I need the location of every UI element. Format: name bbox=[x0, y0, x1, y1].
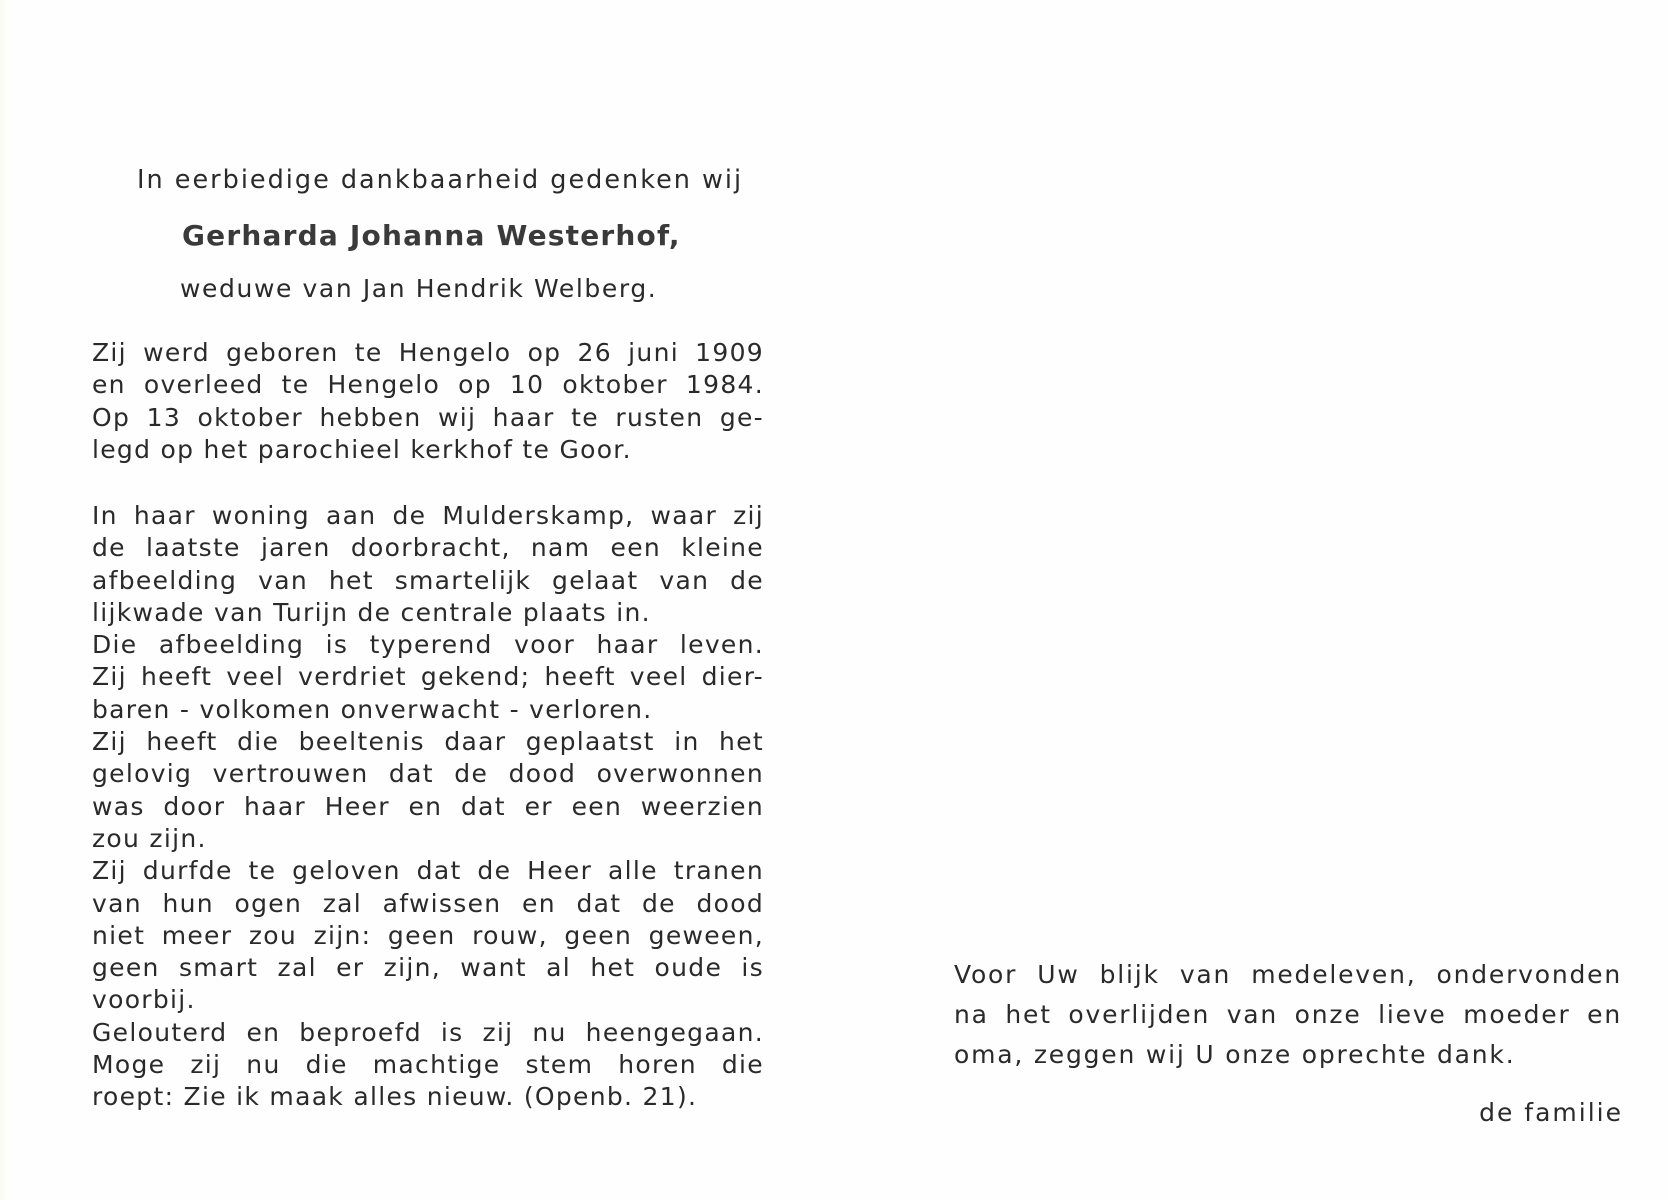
intro-line: In eerbiedige dankbaarheid gedenken wij bbox=[137, 165, 744, 195]
paragraph-line: legd op het parochieel kerkhof te Goor. bbox=[92, 434, 632, 464]
paragraph-line: In haar woning aan de Mulderskamp, waar zij bbox=[92, 501, 764, 530]
paragraph-line: niet meer zou zijn: geen rouw, geen geween, bbox=[92, 920, 764, 950]
paragraph-line: Zij heeft die beeltenis daar geplaatst in het bbox=[92, 727, 764, 757]
paragraph-line: Gelouterd en beproefd is zij nu heengegaan. bbox=[92, 1017, 764, 1047]
paragraph-line: Zij werd geboren te Hengelo op 26 juni 1909 bbox=[92, 338, 764, 367]
paragraph-line: zou zijn. bbox=[92, 823, 207, 853]
thanks-line: Voor Uw blijk van medeleven, ondervonden bbox=[954, 960, 1622, 989]
family-signature: de familie bbox=[1479, 1098, 1623, 1127]
paragraph-line: geen smart zal er zijn, want al het oude is bbox=[92, 953, 764, 983]
paragraph-line: de laatste jaren doorbracht, nam een kleine bbox=[92, 533, 764, 563]
paper-edge bbox=[0, 0, 10, 1200]
paragraph-line: voorbij. bbox=[92, 985, 196, 1015]
paragraph-line: baren - volkomen onverwacht - verloren. bbox=[92, 694, 653, 724]
widow-of-line: weduwe van Jan Hendrik Welberg. bbox=[180, 274, 658, 303]
thanks-panel bbox=[954, 955, 1622, 1075]
paragraph-line: Zij heeft veel verdriet gekend; heeft veel dier- bbox=[92, 662, 764, 692]
paragraph-line: lijkwade van Turijn de centrale plaats in. bbox=[92, 597, 651, 627]
paragraph-line: gelovig vertrouwen dat de dood overwonnen bbox=[92, 759, 764, 789]
remembrance-paragraph bbox=[92, 500, 764, 1114]
paragraph-line: Op 13 oktober hebben wij haar te rusten ge- bbox=[92, 402, 764, 432]
paragraph-line: was door haar Heer en dat er een weerzien bbox=[92, 791, 764, 821]
paragraph-line: van hun ogen zal afwissen en dat de dood bbox=[92, 888, 764, 918]
paragraph-line: afbeelding van het smartelijk gelaat van de bbox=[92, 565, 764, 595]
thanks-line: oma, zeggen wij U onze oprechte dank. bbox=[954, 1040, 1516, 1069]
paragraph-line: Moge zij nu die machtige stem horen die bbox=[92, 1050, 764, 1080]
paragraph-line: roept: Zie ik maak alles nieuw. (Openb. 21). bbox=[92, 1082, 698, 1112]
thanks-line: na het overlijden van onze lieve moeder en bbox=[954, 1000, 1622, 1029]
paragraph-line: Zij durfde te geloven dat de Heer alle tranen bbox=[92, 856, 764, 886]
paragraph-line: Die afbeelding is typerend voor haar leven. bbox=[92, 630, 764, 660]
birth-death-paragraph bbox=[92, 337, 764, 466]
deceased-name: Gerharda Johanna Westerhof, bbox=[182, 219, 681, 252]
paragraph-line: en overleed te Hengelo op 10 oktober 1984. bbox=[92, 370, 764, 400]
